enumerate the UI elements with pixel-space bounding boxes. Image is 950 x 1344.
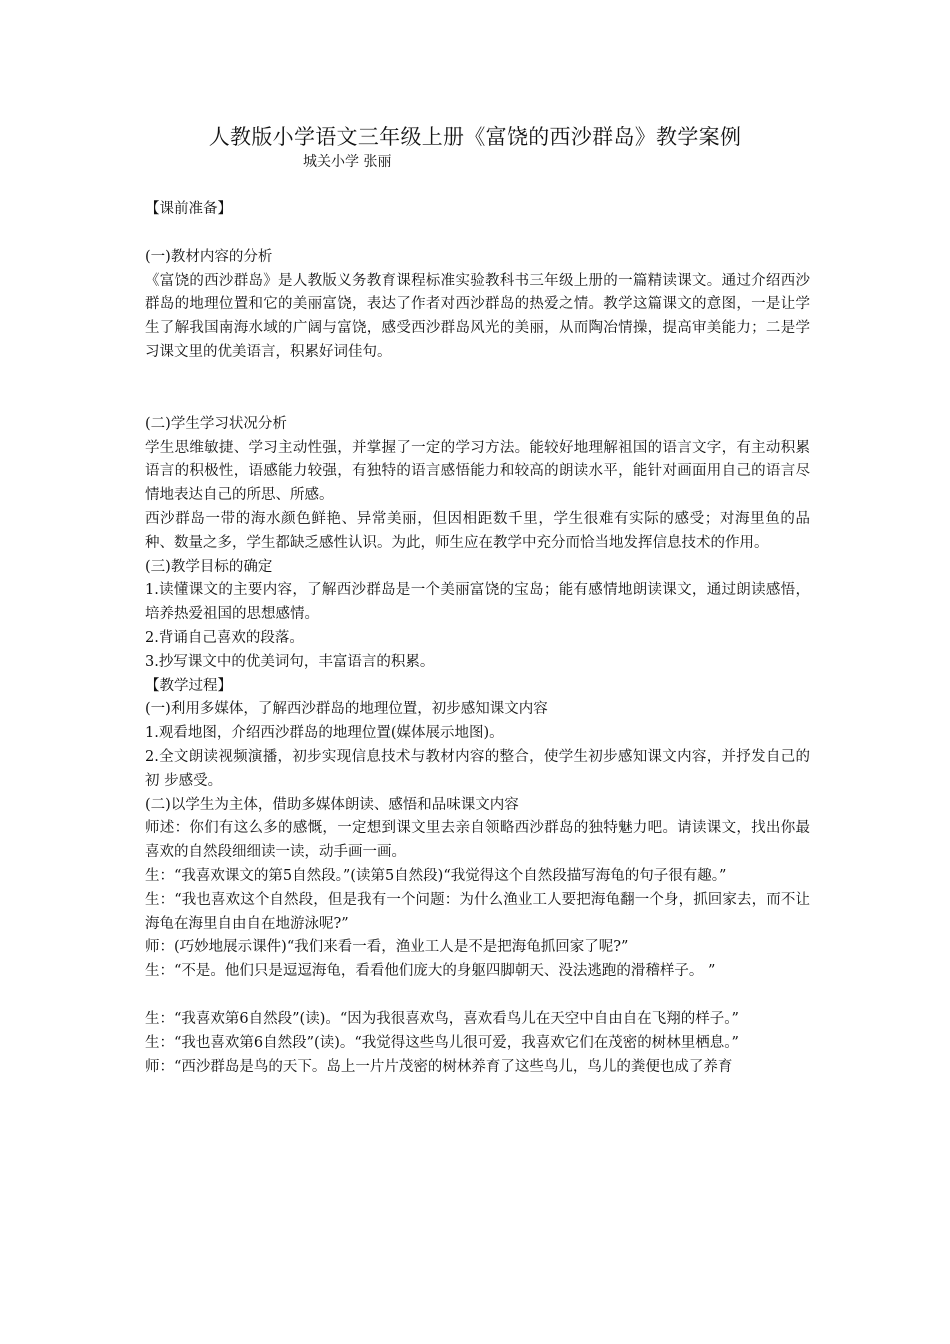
subsection-heading: (三)教学目标的确定: [145, 558, 273, 575]
dialogue-paragraph: 生：“我喜欢第6自然段”(读)。“因为我很喜欢鸟，喜欢看鸟儿在天空中自由自在飞翔的样子。”: [145, 1010, 739, 1027]
subsection-heading: (二)学生学习状况分析: [145, 415, 287, 432]
list-item: 3.抄写课文中的优美词句，丰富语言的积累。: [145, 653, 435, 670]
spacer: [145, 984, 810, 1008]
document-author: 城关小学 张丽: [303, 154, 392, 170]
dialogue-paragraph: 生：“不是。他们只是逗逗海龟，看看他们庞大的身躯四脚朝天、没法逃跑的滑稽样子。 ”: [145, 963, 716, 980]
dialogue-paragraph: 师述：你们有这么多的感慨，一定想到课文里去亲自领略西沙群岛的独特魅力吧。请读课文，找出你最喜欢的自然段细细读一读，动手画一画。: [145, 820, 810, 861]
list-item: 2.全文朗读视频演播，初步实现信息技术与教材内容的整合，使学生初步感知课文内容，并抒发自己的初 步感受。: [145, 748, 810, 789]
document-title: 人教版小学语文三年级上册《富饶的西沙群岛》教学案例: [208, 125, 742, 149]
paragraph: 学生思维敏捷、学习主动性强，并掌握了一定的学习方法。能较好地理解祖国的语言文字，有主动积累语言的积极性，语感能力较强，有独特的语言感悟能力和较高的朗读水平，能针对画面用自己的语言尽情地表达自己的所思、所感。: [145, 439, 810, 504]
dialogue-paragraph: 师：“西沙群岛是鸟的天下。岛上一片片茂密的树林养育了这些鸟儿，鸟儿的粪便也成了养育: [145, 1058, 733, 1075]
dialogue-paragraph: 生：“我也喜欢这个自然段，但是我有一个问题：为什么渔业工人要把海龟翻一个身，抓回家去，而不让海龟在海里自由自在地游泳呢?”: [145, 891, 810, 932]
paragraph: 西沙群岛一带的海水颜色鲜艳、异常美丽，但因相距数千里，学生很难有实际的感受；对海里鱼的品种、数量之多，学生都缺乏感性认识。为此，师生应在教学中充分而恰当地发挥信息技术的作用。: [145, 510, 810, 551]
list-item: 1.读懂课文的主要内容，了解西沙群岛是一个美丽富饶的宝岛；能有感情地朗读课文，通过朗读感悟，培养热爱祖国的思想感情。: [145, 582, 810, 623]
dialogue-paragraph: 生：“我也喜欢第6自然段”(读)。“我觉得这些鸟儿很可爱，我喜欢它们在茂密的树林里栖息。”: [145, 1034, 739, 1051]
list-item: 1.观看地图，介绍西沙群岛的地理位置(媒体展示地图)。: [145, 725, 504, 742]
list-item: 2.背诵自己喜欢的段落。: [145, 629, 304, 646]
dialogue-paragraph: 生：“我喜欢课文的第5自然段。”(读第5自然段)“我觉得这个自然段描写海龟的句子很有趣。”: [145, 867, 727, 884]
subsection-heading: (一)利用多媒体，了解西沙群岛的地理位置，初步感知课文内容: [145, 701, 548, 718]
spacer: [145, 365, 810, 413]
dialogue-paragraph: 师：(巧妙地展示课件)“我们来看一看，渔业工人是不是把海龟抓回家了呢?”: [145, 939, 629, 956]
section-heading: 【教学过程】: [145, 677, 232, 694]
section-heading: 【课前准备】: [145, 201, 232, 217]
subsection-heading: (二)以学生为主体，借助多媒体朗读、感悟和品味课文内容: [145, 796, 519, 813]
paragraph: 《富饶的西沙群岛》是人教版义务教育课程标准实验教科书三年级上册的一篇精读课文。通过介绍西沙群岛的地理位置和它的美丽富饶，表达了作者对西沙群岛的热爱之情。教学这篇课文的意图，一是让学生了解我国南海水域的广阔与富饶，感受西沙群岛风光的美丽，从而陶冶情操，提高审美能力；二是学习课文里的优美语言，积累好词佳句。: [145, 272, 810, 360]
subsection-heading: (一)教材内容的分析: [145, 248, 273, 265]
spacer: [145, 222, 810, 246]
document-body: [145, 198, 810, 1079]
